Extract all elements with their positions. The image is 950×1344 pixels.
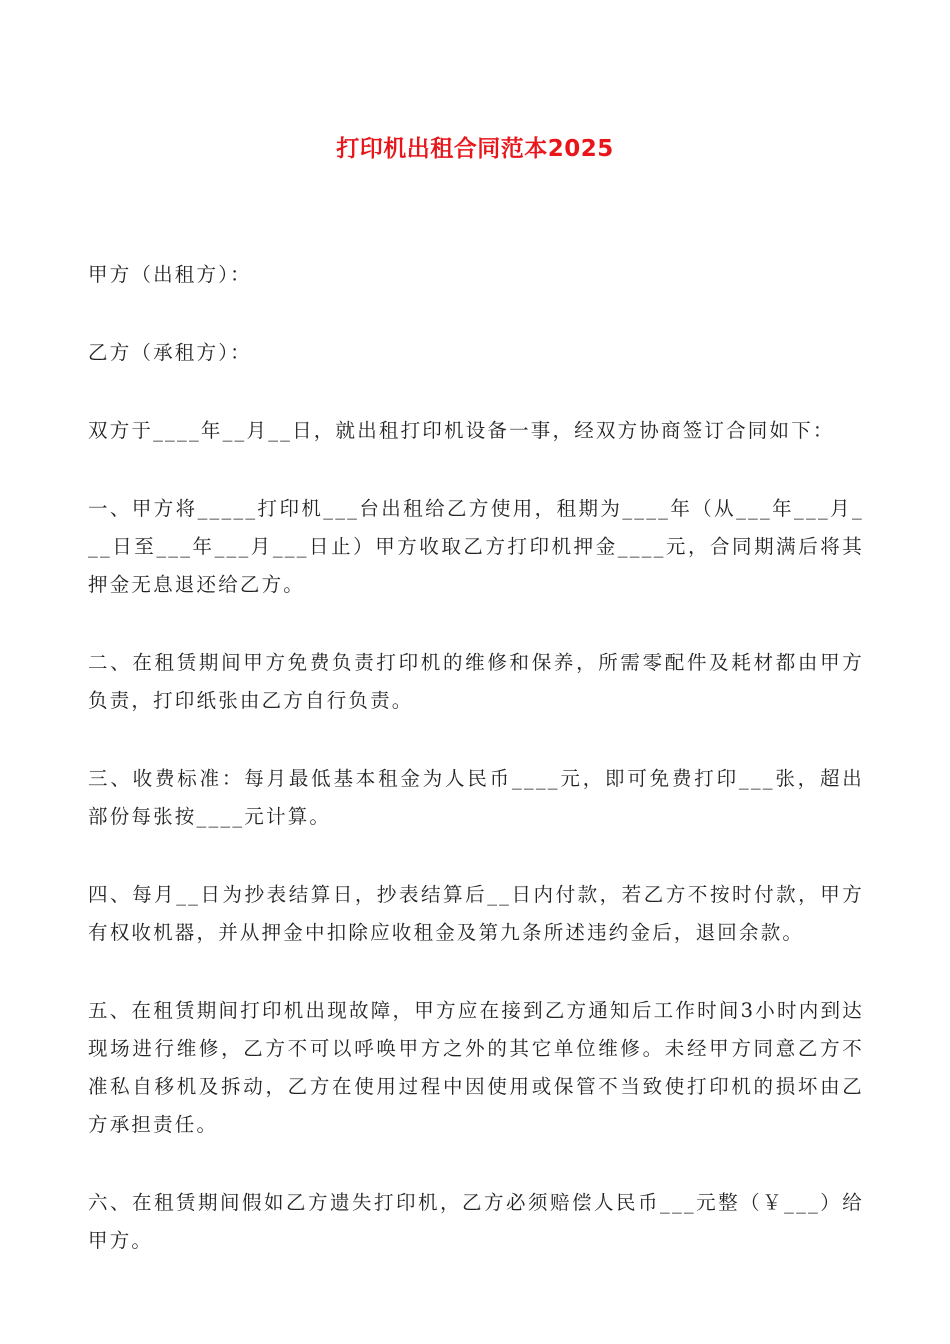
clause-2-paragraph: 二、在租赁期间甲方免费负责打印机的维修和保养，所需零配件及耗材都由甲方负责，打印纸张由乙方自行负责。: [88, 651, 864, 712]
clause-5-paragraph: 五、在租赁期间打印机出现故障，甲方应在接到乙方通知后工作时间3小时内到达现场进行维修，乙方不可以呼唤甲方之外的其它单位维修。未经甲方同意乙方不准私自移机及拆动，乙方在使用过程中因使用或保管不当致使打印机的损坏由乙方承担责任。: [88, 999, 864, 1136]
clause-4-paragraph: 四、每月__日为抄表结算日，抄表结算后__日内付款，若乙方不按时付款，甲方有权收机器，并从押金中扣除应收租金及第九条所述违约金后，退回余款。: [88, 883, 864, 944]
document-body: [88, 256, 864, 1300]
clause-6-paragraph: 六、在租赁期间假如乙方遗失打印机，乙方必须赔偿人民币___元整（￥___）给甲方。: [88, 1191, 864, 1252]
preamble-paragraph: 双方于____年__月__日，就出租打印机设备一事，经双方协商签订合同如下：: [88, 419, 835, 442]
clause-1-paragraph: 一、甲方将_____打印机___台出租给乙方使用，租期为____年（从___年___月___日至___年___月___日止）甲方收取乙方打印机押金____元，合同期满后将其押金无息退还给乙方。: [88, 497, 864, 596]
clause-3-paragraph: 三、收费标准：每月最低基本租金为人民币____元，即可免费打印___张，超出部份每张按____元计算。: [88, 767, 864, 828]
party-b-line: 乙方（承租方）：: [88, 341, 252, 364]
party-a-line: 甲方（出租方）：: [88, 263, 252, 286]
document-title: 打印机出租合同范本2025: [336, 136, 614, 162]
